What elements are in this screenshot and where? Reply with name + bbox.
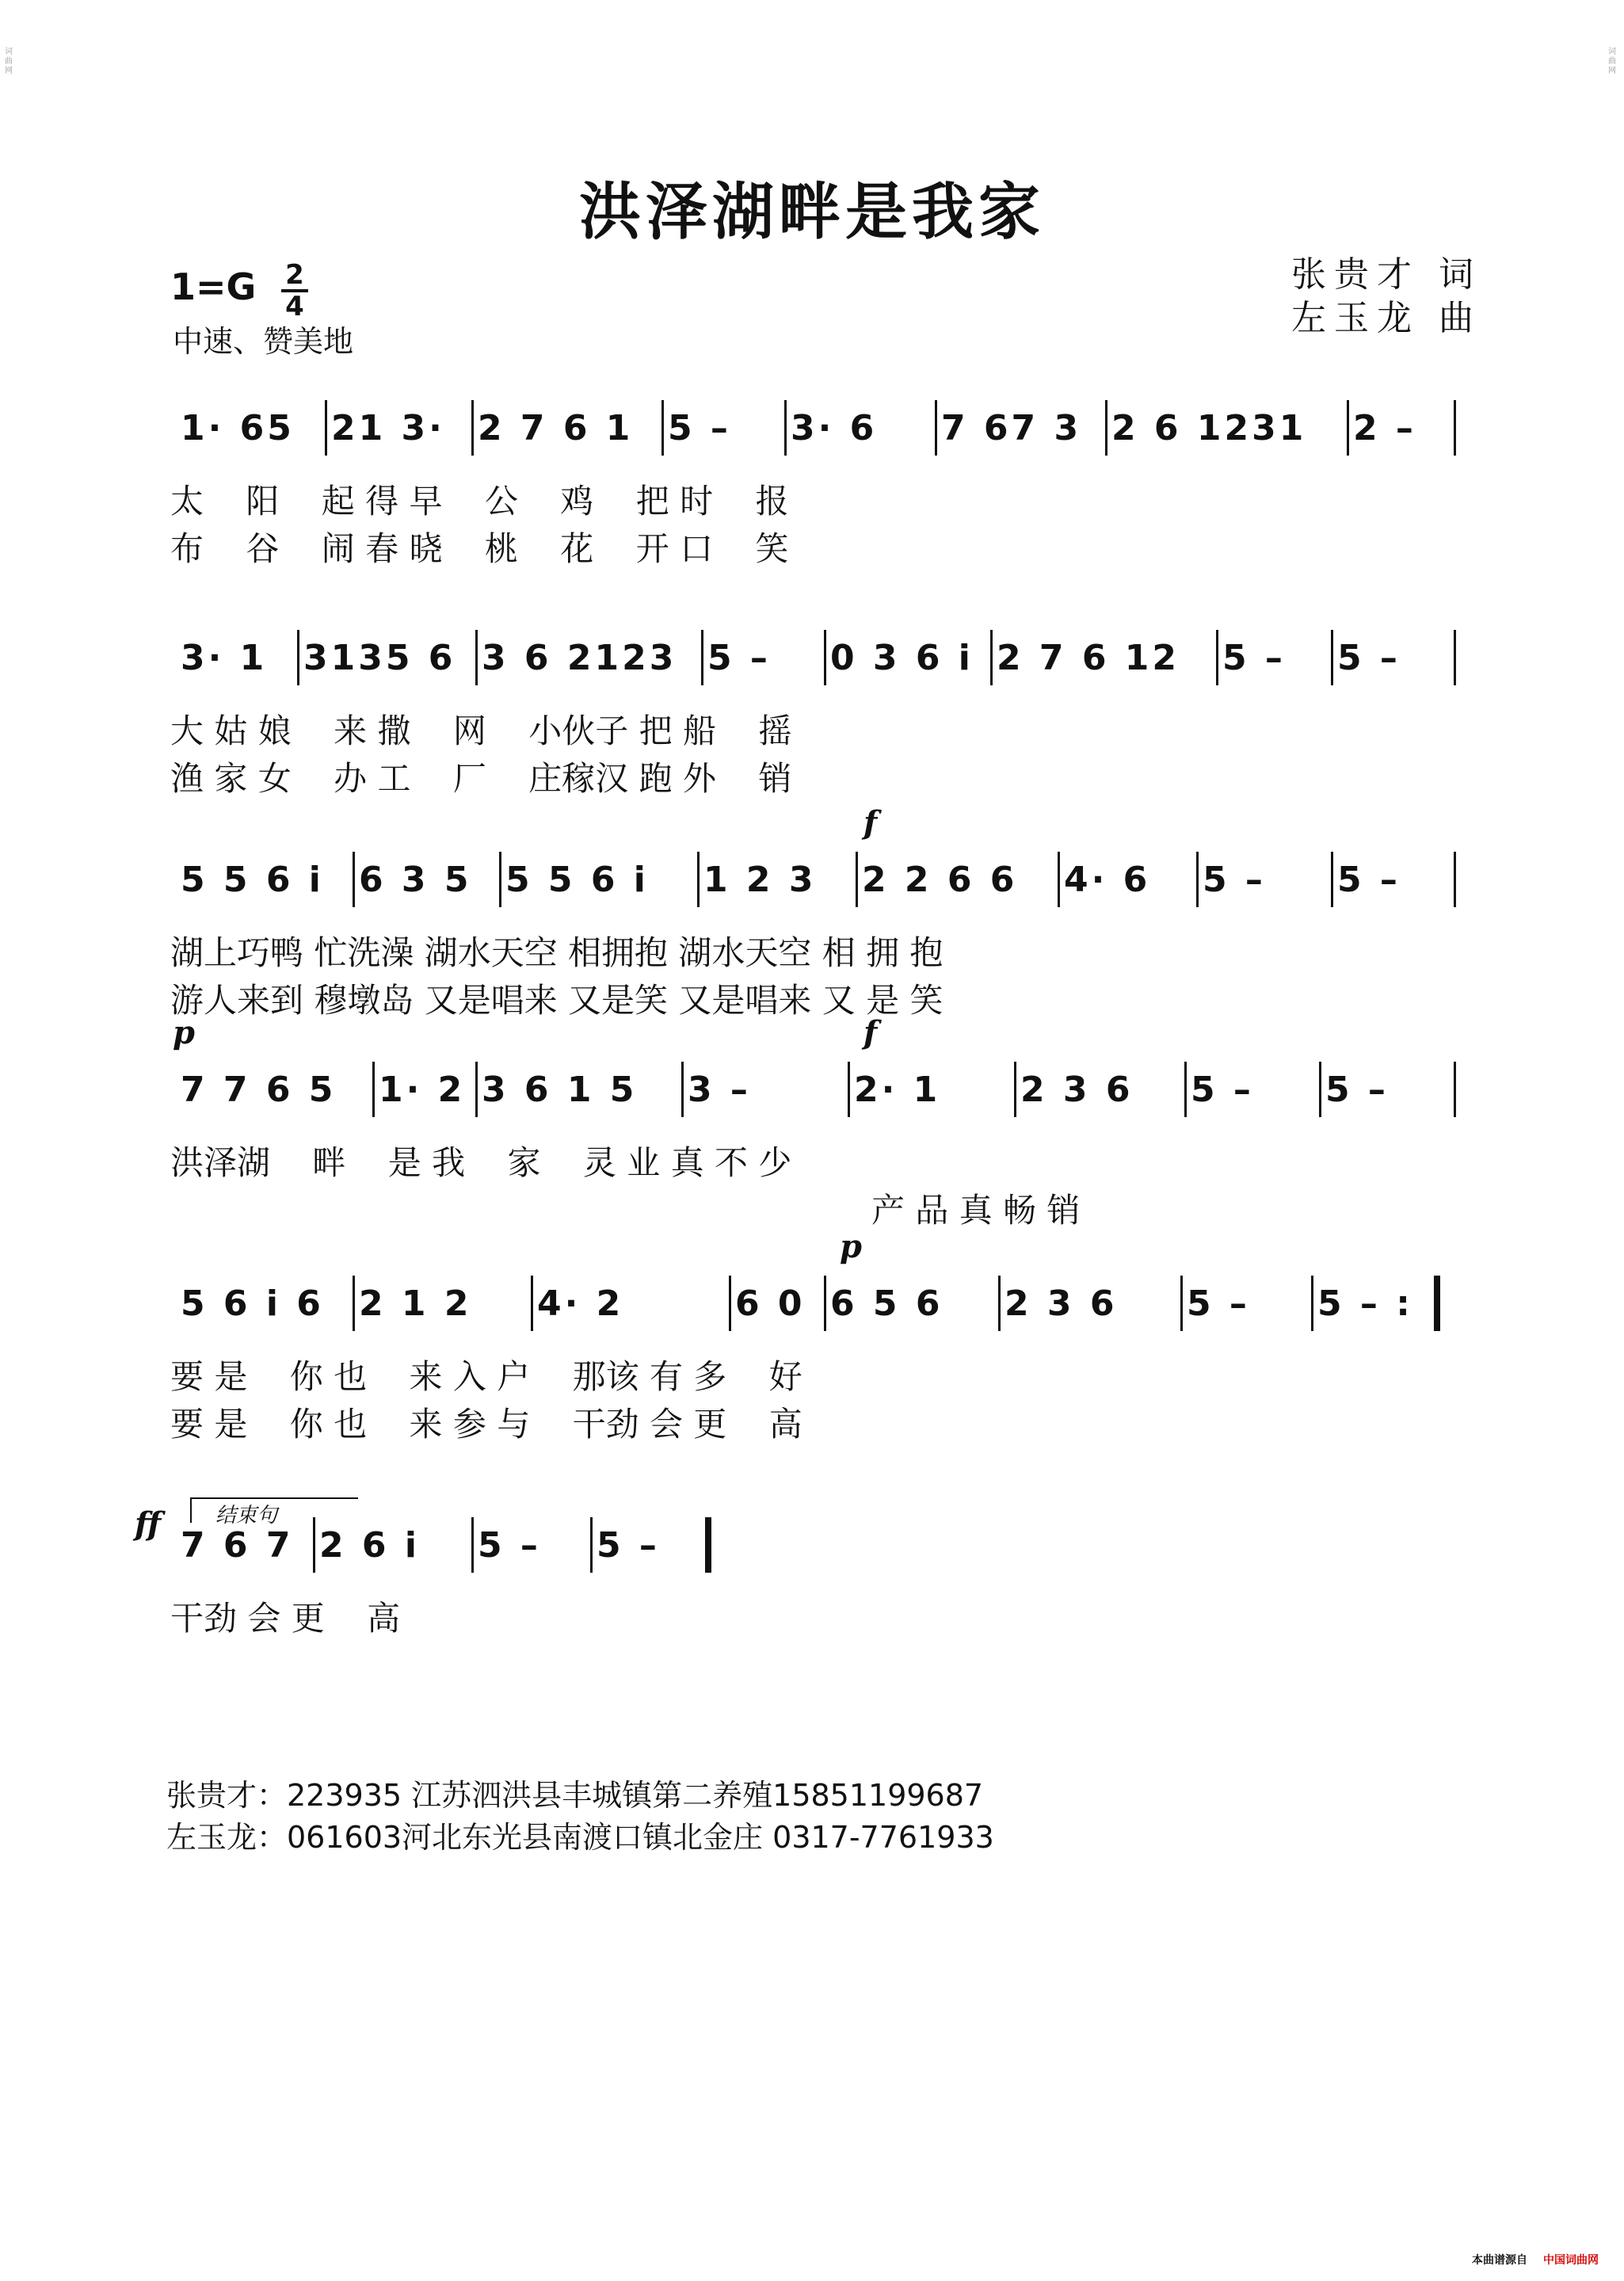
bar-line — [705, 1517, 711, 1573]
bar-line — [471, 400, 474, 456]
measure-notes: 3 – — [688, 1070, 751, 1110]
measure-notes: 5 – — [668, 408, 731, 448]
measure-notes: 1· 2 — [379, 1070, 466, 1110]
bar-line — [1331, 630, 1333, 685]
bar-line — [824, 630, 826, 685]
measure-notes: 3 6 1 5 — [482, 1070, 638, 1110]
bar-line — [325, 400, 327, 456]
lyric-line: 要 是 你 也 来 入 户 那该 有 多 好 — [170, 1357, 802, 1396]
measure-notes: 7 6 7 — [181, 1525, 294, 1566]
bar-line — [1331, 852, 1333, 907]
measure-notes: 2· 1 — [854, 1070, 941, 1110]
bar-line — [661, 400, 664, 456]
lyric-line: 湖上巧鸭 忙洗澡 湖水天空 相拥抱 湖水天空 相 拥 抱 — [170, 933, 944, 972]
bar-line — [1454, 400, 1456, 456]
measure-notes: 1 2 3 — [703, 860, 817, 900]
measure-notes: 5 – — [1187, 1284, 1250, 1324]
time-signature-bottom: 4 — [285, 291, 304, 322]
measure-notes: 5 – — [1337, 638, 1401, 678]
measure-notes: 7 7 6 5 — [181, 1070, 337, 1110]
measure-notes: 5 – — [1203, 860, 1266, 900]
measure-notes: 3 6 2123 — [482, 638, 677, 678]
bar-line — [824, 1276, 826, 1331]
measure-notes: 2 – — [1353, 408, 1416, 448]
bar-line — [1184, 1062, 1187, 1117]
measure-notes: 3· 6 — [791, 408, 878, 448]
bar-line — [1434, 1276, 1440, 1331]
measure-notes: 21 3· — [331, 408, 445, 448]
bar-line — [1180, 1276, 1183, 1331]
side-watermark-right: 词曲网 — [1608, 48, 1616, 75]
brand-source: 本曲谱源自 — [1472, 2254, 1527, 2267]
measure-notes: 5 – — [597, 1525, 660, 1566]
footer-contact-1: 张贵才：223935 江苏泗洪县丰城镇第二养殖15851199687 — [166, 1778, 984, 1813]
brand-site: 中国词曲网 — [1543, 2254, 1599, 2267]
bar-line — [531, 1276, 533, 1331]
composer-credit: 左玉龙 曲 — [1291, 298, 1481, 338]
dynamic-mark: f — [863, 1014, 878, 1051]
measure-notes: 0 3 6 i — [830, 638, 974, 678]
dynamic-mark: p — [173, 1014, 195, 1051]
bar-line — [353, 1276, 355, 1331]
dynamic-mark: p — [840, 1228, 862, 1265]
measure-notes: 4· 2 — [537, 1284, 624, 1324]
measure-notes: 5 – — [1325, 1070, 1389, 1110]
bar-line — [729, 1276, 731, 1331]
measure-notes: 2 1 2 — [359, 1284, 472, 1324]
bar-line — [1014, 1062, 1016, 1117]
time-signature-top: 2 — [285, 259, 304, 291]
bar-line — [475, 630, 478, 685]
bar-line — [1216, 630, 1218, 685]
bar-line — [1058, 852, 1060, 907]
measure-notes: 2 3 6 — [1005, 1284, 1118, 1324]
measure-notes: 2 7 6 1 — [478, 408, 634, 448]
bar-line — [297, 630, 299, 685]
bar-line — [1454, 1062, 1456, 1117]
measure-notes: 3· 1 — [181, 638, 268, 678]
bar-line — [1319, 1062, 1321, 1117]
measure-notes: 5 5 6 i — [181, 860, 324, 900]
lyric-line: 产 品 真 畅 销 — [871, 1191, 1081, 1230]
measure-notes: 3135 6 — [303, 638, 456, 678]
measure-notes: 5 – — [1191, 1070, 1254, 1110]
lyric-line: 渔 家 女 办 工 厂 庄稼汉 跑 外 销 — [170, 759, 792, 798]
bar-line — [935, 400, 937, 456]
key-signature: 1=G — [170, 265, 257, 308]
bar-line — [499, 852, 501, 907]
lyric-line: 太 阳 起 得 早 公 鸡 把 时 报 — [170, 482, 789, 521]
bar-line — [1105, 400, 1107, 456]
measure-notes: 2 6 i — [319, 1525, 420, 1566]
bar-line — [475, 1062, 478, 1117]
measure-notes: 5 – — [1222, 638, 1286, 678]
lyric-line: 干劲 会 更 高 — [170, 1599, 401, 1638]
measure-notes: 7 67 3 — [941, 408, 1082, 448]
bar-line — [590, 1517, 593, 1573]
bar-line — [701, 630, 703, 685]
bar-line — [697, 852, 700, 907]
bar-line — [1454, 852, 1456, 907]
bar-line — [856, 852, 858, 907]
bar-line — [372, 1062, 375, 1117]
measure-notes: 5 6 i 6 — [181, 1284, 324, 1324]
footer-contact-2: 左玉龙：061603河北东光县南渡口镇北金庄 0317-7761933 — [166, 1820, 994, 1855]
bar-line — [681, 1062, 684, 1117]
bar-line — [471, 1517, 474, 1573]
measure-notes: 6 5 6 — [830, 1284, 944, 1324]
measure-notes: 6 3 5 — [359, 860, 472, 900]
lyric-line: 布 谷 闹 春 晓 桃 花 开 口 笑 — [170, 529, 789, 568]
measure-notes: 2 7 6 12 — [997, 638, 1180, 678]
measure-notes: 5 5 6 i — [505, 860, 649, 900]
bar-line — [784, 400, 787, 456]
lyric-line: 游人来到 穆墩岛 又是唱来 又是笑 又是唱来 又 是 笑 — [170, 981, 944, 1020]
bar-line — [998, 1276, 1001, 1331]
dynamic-mark: ff — [135, 1505, 162, 1543]
measure-notes: 5 – : — [1317, 1284, 1413, 1324]
measure-notes: 2 3 6 — [1020, 1070, 1134, 1110]
lyricist-credit: 张贵才 词 — [1291, 254, 1481, 295]
bar-line — [1311, 1276, 1313, 1331]
measure-notes: 2 6 1231 — [1111, 408, 1307, 448]
tempo-marking: 中速、赞美地 — [173, 324, 354, 359]
bar-line — [313, 1517, 315, 1573]
measure-notes: 4· 6 — [1064, 860, 1151, 900]
lyric-line: 要 是 你 也 来 参 与 干劲 会 更 高 — [170, 1405, 802, 1444]
bar-line — [848, 1062, 850, 1117]
ending-label: 结束句 — [215, 1504, 278, 1528]
bar-line — [1347, 400, 1349, 456]
measure-notes: 5 – — [707, 638, 771, 678]
time-signature — [281, 261, 308, 320]
ending-bracket — [190, 1497, 358, 1528]
bar-line — [1454, 630, 1456, 685]
measure-notes: 5 – — [478, 1525, 541, 1566]
measure-notes: 6 0 — [735, 1284, 806, 1324]
bar-line — [353, 852, 355, 907]
bar-line — [990, 630, 993, 685]
lyric-line: 大 姑 娘 来 撒 网 小伙子 把 船 摇 — [170, 711, 792, 750]
side-watermark-left: 词曲网 — [5, 48, 13, 75]
lyric-line: 洪泽湖 畔 是 我 家 灵 业 真 不 少 — [170, 1143, 792, 1182]
page-title: 洪泽湖畔是我家 — [578, 176, 1045, 248]
bar-line — [1196, 852, 1199, 907]
measure-notes: 5 – — [1337, 860, 1401, 900]
measure-notes: 1· 65 — [181, 408, 295, 448]
dynamic-mark: f — [863, 804, 878, 841]
measure-notes: 2 2 6 6 — [862, 860, 1018, 900]
